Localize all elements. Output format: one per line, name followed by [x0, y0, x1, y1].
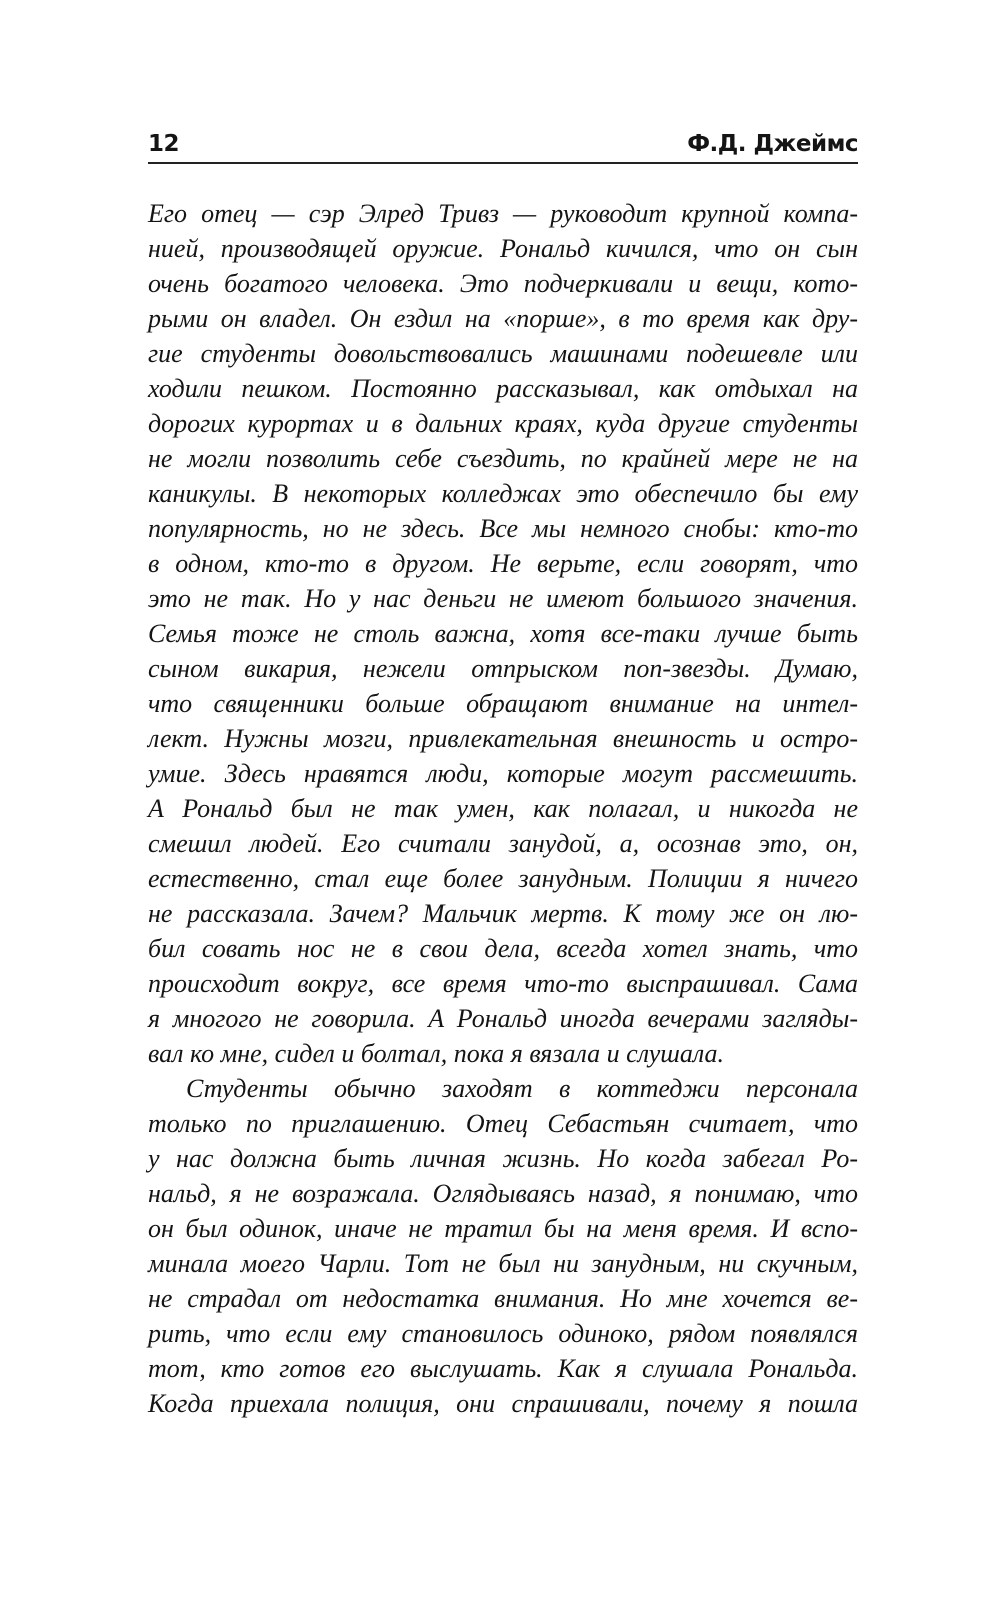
text-line: очень богатого человека. Это подчеркивали и вещи, кото- — [148, 269, 858, 298]
text-line: тот, кто готов его выслушать. Как я слушала Рональда. — [148, 1354, 858, 1383]
text-line: у нас должна быть личная жизнь. Но когда забегал Ро- — [148, 1144, 858, 1173]
text-line: рить, что если ему становилось одиноко, рядом появлялся — [148, 1319, 858, 1348]
text-line: естественно, стал еще более занудным. Полиции я ничего — [148, 864, 858, 893]
text-line: происходит вокруг, все время что-то выспрашивал. Сама — [148, 969, 858, 998]
text-line: только по приглашению. Отец Себастьян считает, что — [148, 1109, 858, 1138]
text-line: лект. Нужны мозги, привлекательная внешность и остро- — [148, 724, 858, 753]
text-line: нальд, я не возражала. Оглядываясь назад, я понимаю, что — [148, 1179, 858, 1208]
text-line: смешил людей. Его считали занудой, а, осознав это, он, — [148, 829, 858, 858]
text-line: Когда приехала полиция, они спрашивали, почему я пошла — [148, 1389, 858, 1418]
text-line: сыном викария, нежели отпрыском поп-звезды. Думаю, — [148, 654, 858, 683]
text-line: вал ко мне, сидел и болтал, пока я вязала и слушала. — [148, 1039, 725, 1068]
text-line: не могли позволить себе съездить, по крайней мере не на — [148, 444, 858, 473]
text-line: бил совать нос не в свои дела, всегда хотел знать, что — [148, 934, 858, 963]
text-line: А Рональд был не так умен, как полагал, и никогда не — [148, 794, 858, 823]
text-line: не страдал от недостатка внимания. Но мне хочется ве- — [148, 1284, 858, 1313]
text-line: гие студенты довольствовались машинами подешевле или — [148, 339, 858, 368]
text-line: популярность, но не здесь. Все мы немного снобы: кто-то — [148, 514, 858, 543]
text-line: ходили пешком. Постоянно рассказывал, как отдыхал на — [148, 374, 858, 403]
text-line: нией, производящей оружие. Рональд кичился, что он сын — [148, 234, 858, 263]
paragraph — [148, 196, 858, 1071]
text-line: умие. Здесь нравятся люди, которые могут рассмешить. — [148, 759, 858, 788]
text-line: он был одинок, иначе не тратил бы на меня время. И вспо- — [148, 1214, 858, 1243]
text-line: это не так. Но у нас деньги не имеют большого значения. — [148, 584, 858, 613]
text-line: не рассказала. Зачем? Мальчик мертв. К тому же он лю- — [148, 899, 858, 928]
paragraph — [148, 1071, 858, 1421]
page-number: 12 — [148, 131, 180, 157]
text-line: в одном, кто-то в другом. Не верьте, если говорят, что — [148, 549, 858, 578]
text-line: что священники больше обращают внимание на интел- — [148, 689, 858, 718]
text-line: каникулы. В некоторых колледжах это обеспечило бы ему — [148, 479, 858, 508]
text-line: Семья тоже не столь важна, хотя все-таки лучше быть — [148, 619, 858, 648]
text-line: минала моего Чарли. Тот не был ни занудным, ни скучным, — [148, 1249, 858, 1278]
page-body-text — [148, 196, 858, 1421]
text-line: Студенты обычно заходят в коттеджи персонала — [186, 1074, 858, 1103]
text-line: Его отец — сэр Элред Тривз — руководит крупной компа- — [148, 199, 858, 228]
running-header — [148, 128, 858, 164]
text-line: я многого не говорила. А Рональд иногда вечерами загляды- — [148, 1004, 858, 1033]
running-header-author: Ф.Д. Джеймс — [687, 131, 858, 157]
text-line: дорогих курортах и в дальних краях, куда другие студенты — [148, 409, 858, 438]
text-line: рыми он владел. Он ездил на «порше», в то время как дру- — [148, 304, 858, 333]
